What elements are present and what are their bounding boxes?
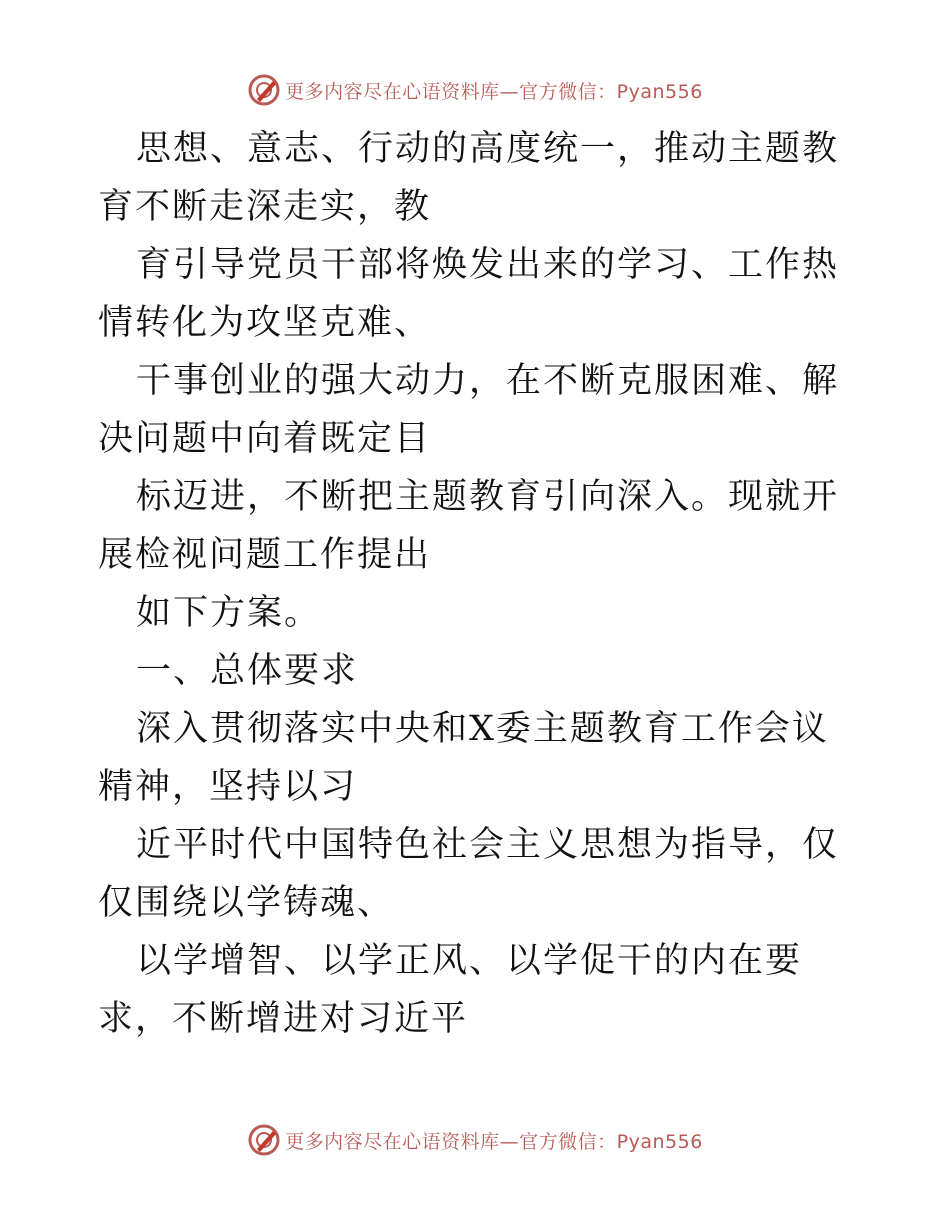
paragraph: 深入贯彻落实中央和X委主题教育工作会议精神，坚持以习 bbox=[98, 709, 829, 807]
header-watermark-banner bbox=[0, 70, 950, 110]
footer-watermark-text: 更多内容尽在心语资料库—官方微信：Pyan556 bbox=[285, 1130, 703, 1153]
paragraph: 育引导党员干部将焕发出来的学习、工作热情转化为攻坚克难、 bbox=[98, 245, 840, 343]
paragraph: 标迈进，不断把主题教育引向深入。现就开展检视问题工作提出 bbox=[98, 477, 840, 575]
stamp-logo-icon bbox=[247, 73, 281, 107]
paragraph: 干事创业的强大动力，在不断克服困难、解决问题中向着既定目 bbox=[98, 361, 840, 459]
footer-watermark-banner bbox=[0, 1120, 950, 1160]
paragraph: 思想、意志、行动的高度统一，推动主题教育不断走深走实，教 bbox=[98, 129, 840, 227]
document-body bbox=[98, 120, 858, 1048]
section-heading: 一、总体要求 bbox=[136, 651, 359, 691]
paragraph: 近平时代中国特色社会主义思想为指导，仅仅围绕以学铸魂、 bbox=[98, 825, 840, 923]
header-watermark-text: 更多内容尽在心语资料库—官方微信：Pyan556 bbox=[285, 80, 703, 103]
paragraph: 如下方案。 bbox=[136, 593, 322, 633]
paragraph: 以学增智、以学正风、以学促干的内在要求，不断增进对习近平 bbox=[98, 941, 803, 1039]
stamp-logo-icon bbox=[247, 1123, 281, 1157]
